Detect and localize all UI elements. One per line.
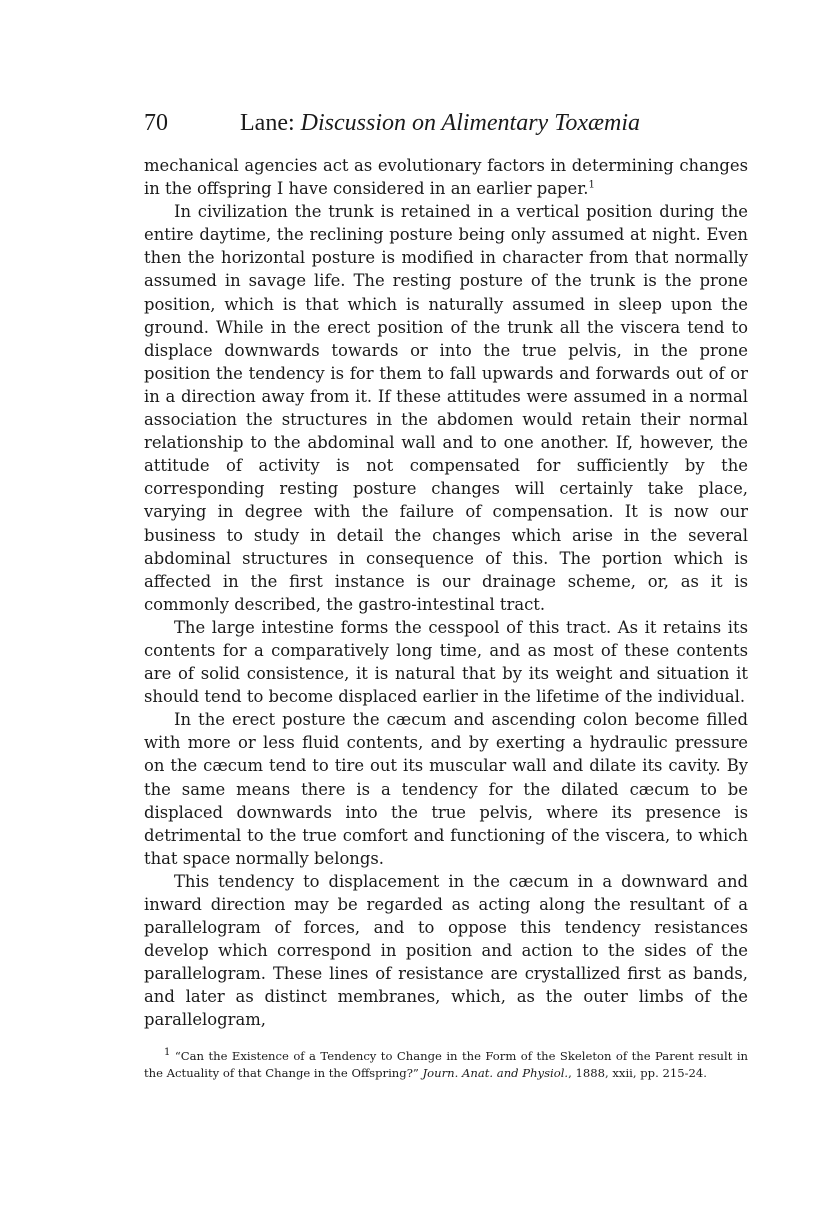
running-head: [240, 110, 640, 137]
page: [144, 100, 748, 1032]
paragraph: In the erect posture the cæcum and ascending colon become filled with more or less fluid contents, and by exerting a hydraulic pressure on the cæcum tend to tire out its muscular wall and dilate its cavity. By the same means there is a tendency for the dilated cæcum to be displaced downwards into the true pelvis, where its presence is detrimental to the true comfort and functioning of the viscera, to which that space normally belongs.: [144, 710, 748, 868]
body-text: [144, 154, 748, 1032]
footnote: [144, 1048, 748, 1082]
running-head-separator: :: [287, 110, 301, 136]
footnote-journal: Journ. Anat. and Physiol.: [422, 1066, 569, 1080]
paragraph: The large intestine forms the cesspool of this tract. As it retains its contents for a comparatively long time, and as most of these contents are of solid consistence, it is natural that by its weight and situation it should tend to become displaced earlier in the lifetime of the individual.: [144, 617, 748, 707]
footnote-text: [144, 1048, 748, 1082]
running-head-title: Discussion on Alimentary Toxæmia: [300, 110, 640, 136]
footnote-citation: , 1888, xxii, pp. 215-24.: [568, 1066, 707, 1080]
running-head-author: Lane: [240, 110, 288, 136]
footnote-marker: 1: [164, 1047, 171, 1059]
paragraph-continuation: [144, 154, 748, 200]
paragraph: In civilization the trunk is retained in a vertical position during the entire daytime, the reclining posture being only assumed at night. Even then the horizontal posture is modified in character from that normally assumed in savage life. The resting posture of the trunk is the prone position, which is that which is naturally assumed in sleep upon the ground. While in the erect position of the trunk all the viscera tend to displace downwards towards or into the true pelvis, in the prone position the tendency is for them to fall upwards and forwards out of or in a direction away from it. If these attitudes were assumed in a normal association the structures in the abdomen would retain their normal relationship to the abdominal wall and to one another. If, however, the attitude of activity is not compensated for sufficiently by the corresponding resting posture changes will certainly take place, varying in degree with the failure of compensation. It is now our business to study in detail the changes which arise in the several abdominal structures in consequence of this. The portion which is affected in the first instance is our drainage scheme, or, as it is commonly described, the gastro-intestinal tract.: [144, 202, 748, 614]
page-number: 70: [144, 110, 168, 136]
paragraph: This tendency to displacement in the cæcum in a downward and inward direction may be regarded as acting along the resultant of a parallelogram of forces, and to oppose this tendency resistances develop which correspond in position and action to the sides of the parallelogram. These lines of resistance are crystallized first as bands, and later as distinct membranes, which, as the outer limbs of the parallelogram,: [144, 871, 748, 1030]
paragraph-text: mechanical agencies act as evolutionary factors in determining changes in the offspring I have considered in an earlier paper.: [144, 156, 748, 199]
running-header: [144, 100, 748, 144]
footnote-reference: 1: [588, 179, 595, 191]
footnote-quote: “Can the Existence of a Tendency to Change in the Form of the Skeleton of the Parent result in the Actuality of that Change in the Offspring?”: [144, 1049, 748, 1080]
